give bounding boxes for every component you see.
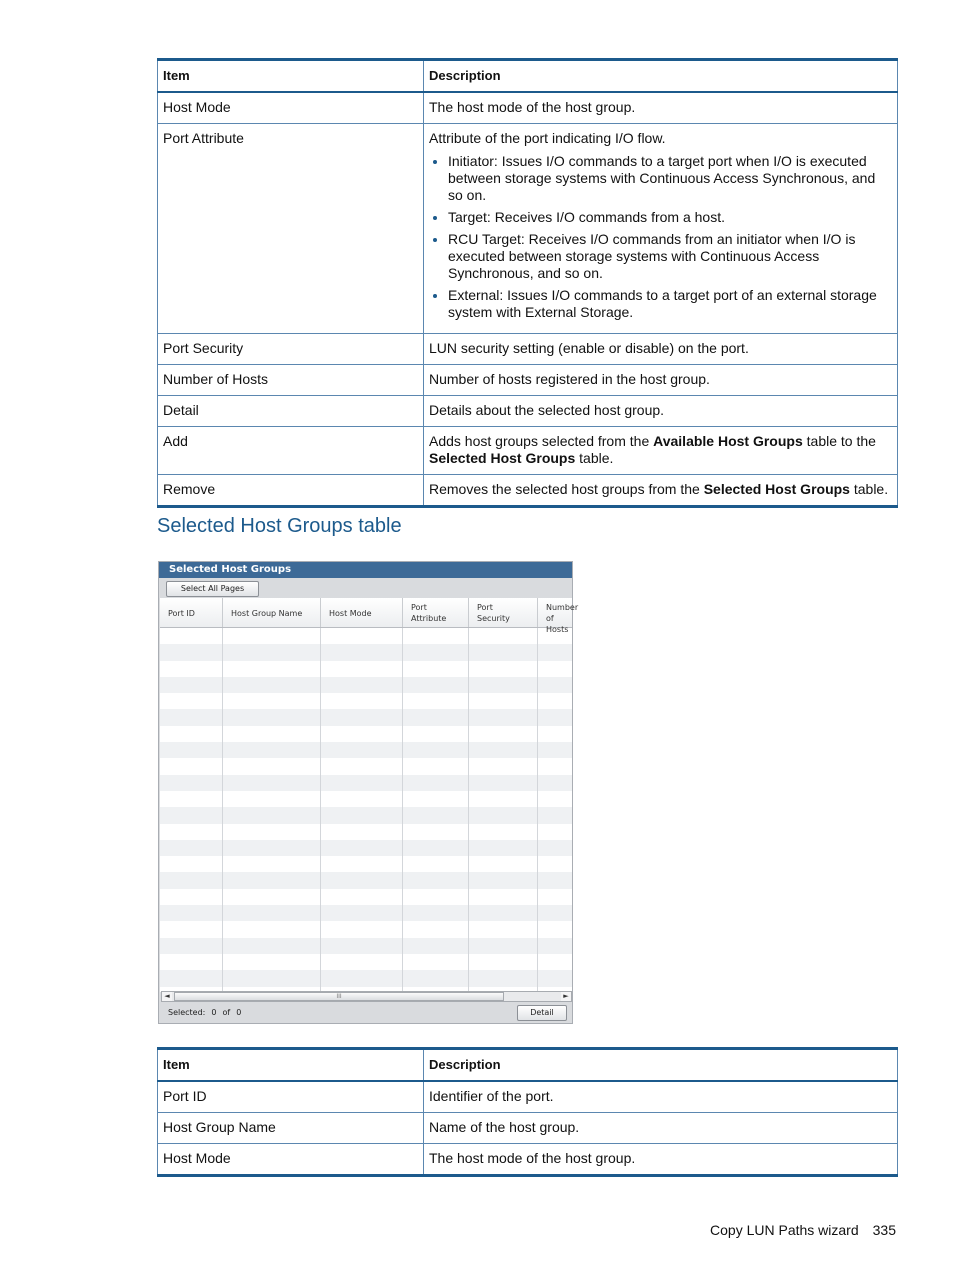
row-description: Name of the host group. <box>424 1113 898 1144</box>
row-description <box>424 475 898 507</box>
item-description-table-1 <box>157 58 898 508</box>
table-row <box>158 1081 898 1113</box>
select-all-pages-button[interactable]: Select All Pages <box>166 581 259 597</box>
row-item: Port Attribute <box>158 124 424 334</box>
row-description: Details about the selected host group. <box>424 396 898 427</box>
selected-label: Selected: <box>168 1008 206 1017</box>
table-row <box>158 475 898 507</box>
column-divider <box>320 628 321 992</box>
table-header-row <box>158 1049 898 1082</box>
bold-term: Available Host Groups <box>653 433 803 449</box>
bullet-list <box>429 153 892 321</box>
row-description: Identifier of the port. <box>424 1081 898 1113</box>
text-part: Removes the selected host groups from the <box>429 481 704 497</box>
table-row <box>158 334 898 365</box>
table-row <box>158 124 898 334</box>
selected-count: 0 <box>211 1008 217 1017</box>
row-item: Host Group Name <box>158 1113 424 1144</box>
table-row <box>158 365 898 396</box>
row-description: LUN security setting (enable or disable) on the port. <box>424 334 898 365</box>
bold-term: Selected Host Groups <box>703 481 850 497</box>
row-description: Number of hosts registered in the host group. <box>424 365 898 396</box>
section-heading: Selected Host Groups table <box>157 515 402 537</box>
host-groups-grid <box>160 598 579 992</box>
text-part: Adds host groups selected from the <box>429 433 654 449</box>
row-item: Remove <box>158 475 424 507</box>
column-header-port-attribute[interactable]: Port Attribute <box>403 598 469 627</box>
page-footer <box>710 1222 896 1238</box>
table-row <box>158 92 898 124</box>
panel-title: Selected Host Groups <box>159 562 572 578</box>
column-header-host-mode[interactable]: Host Mode <box>321 598 403 627</box>
list-item: • External: Issues I/O commands to a target port of an external storage system with External Storage. <box>448 287 892 321</box>
column-header-port-security[interactable]: Port Security <box>469 598 538 627</box>
row-description <box>424 427 898 475</box>
horizontal-scrollbar[interactable] <box>161 991 572 1002</box>
row-description-text: Attribute of the port indicating I/O flow. <box>429 130 666 146</box>
row-item: Port Security <box>158 334 424 365</box>
row-item: Host Mode <box>158 92 424 124</box>
row-description: The host mode of the host group. <box>424 92 898 124</box>
header-description: Description <box>424 1049 898 1082</box>
row-item: Add <box>158 427 424 475</box>
header-item: Item <box>158 1049 424 1082</box>
item-description-table-2 <box>157 1047 898 1177</box>
of-label: of <box>222 1008 231 1017</box>
row-item: Host Mode <box>158 1144 424 1176</box>
column-header-host-group-name[interactable]: Host Group Name <box>223 598 321 627</box>
row-item: Detail <box>158 396 424 427</box>
column-divider <box>222 628 223 992</box>
text-part: table. <box>849 481 889 497</box>
column-header-number-of-hosts[interactable]: Number of Hosts <box>546 603 579 634</box>
text-part: table. <box>575 450 614 466</box>
text-part: table to the <box>802 433 876 449</box>
grid-header <box>160 598 579 634</box>
table-row <box>158 396 898 427</box>
bold-term: Selected Host Groups <box>429 450 576 466</box>
list-item: • RCU Target: Receives I/O commands from an initiator when I/O is executed between storage systems with Continuous Access Synchronous, and so on. <box>448 231 892 282</box>
list-item: • Initiator: Issues I/O commands to a target port when I/O is executed between storage systems with Continuous Access Synchronous, and so on. <box>448 153 892 204</box>
total-count: 0 <box>236 1008 242 1017</box>
table-row <box>158 1113 898 1144</box>
column-header-port-id[interactable]: Port ID <box>160 598 223 627</box>
column-divider <box>402 628 403 992</box>
column-divider <box>537 628 538 992</box>
table-row <box>158 427 898 475</box>
detail-button[interactable]: Detail <box>517 1005 567 1021</box>
row-description: The host mode of the host group. <box>424 1144 898 1176</box>
column-divider <box>468 628 469 992</box>
table-header-row <box>158 60 898 93</box>
scroll-left-icon[interactable]: ◄ <box>162 992 172 1001</box>
scroll-right-icon[interactable]: ► <box>561 992 571 1001</box>
scroll-thumb[interactable]: III <box>174 992 504 1001</box>
selected-host-groups-panel <box>158 561 579 1024</box>
row-item: Port ID <box>158 1081 424 1113</box>
header-item: Item <box>158 60 424 93</box>
list-item: • Target: Receives I/O commands from a host. <box>448 209 892 226</box>
row-description <box>424 124 898 334</box>
row-item: Number of Hosts <box>158 365 424 396</box>
header-description: Description <box>424 60 898 93</box>
page-number: 335 <box>872 1222 896 1238</box>
table-row <box>158 1144 898 1176</box>
footer-title: Copy LUN Paths wizard <box>710 1222 859 1238</box>
selection-status <box>168 1008 247 1017</box>
